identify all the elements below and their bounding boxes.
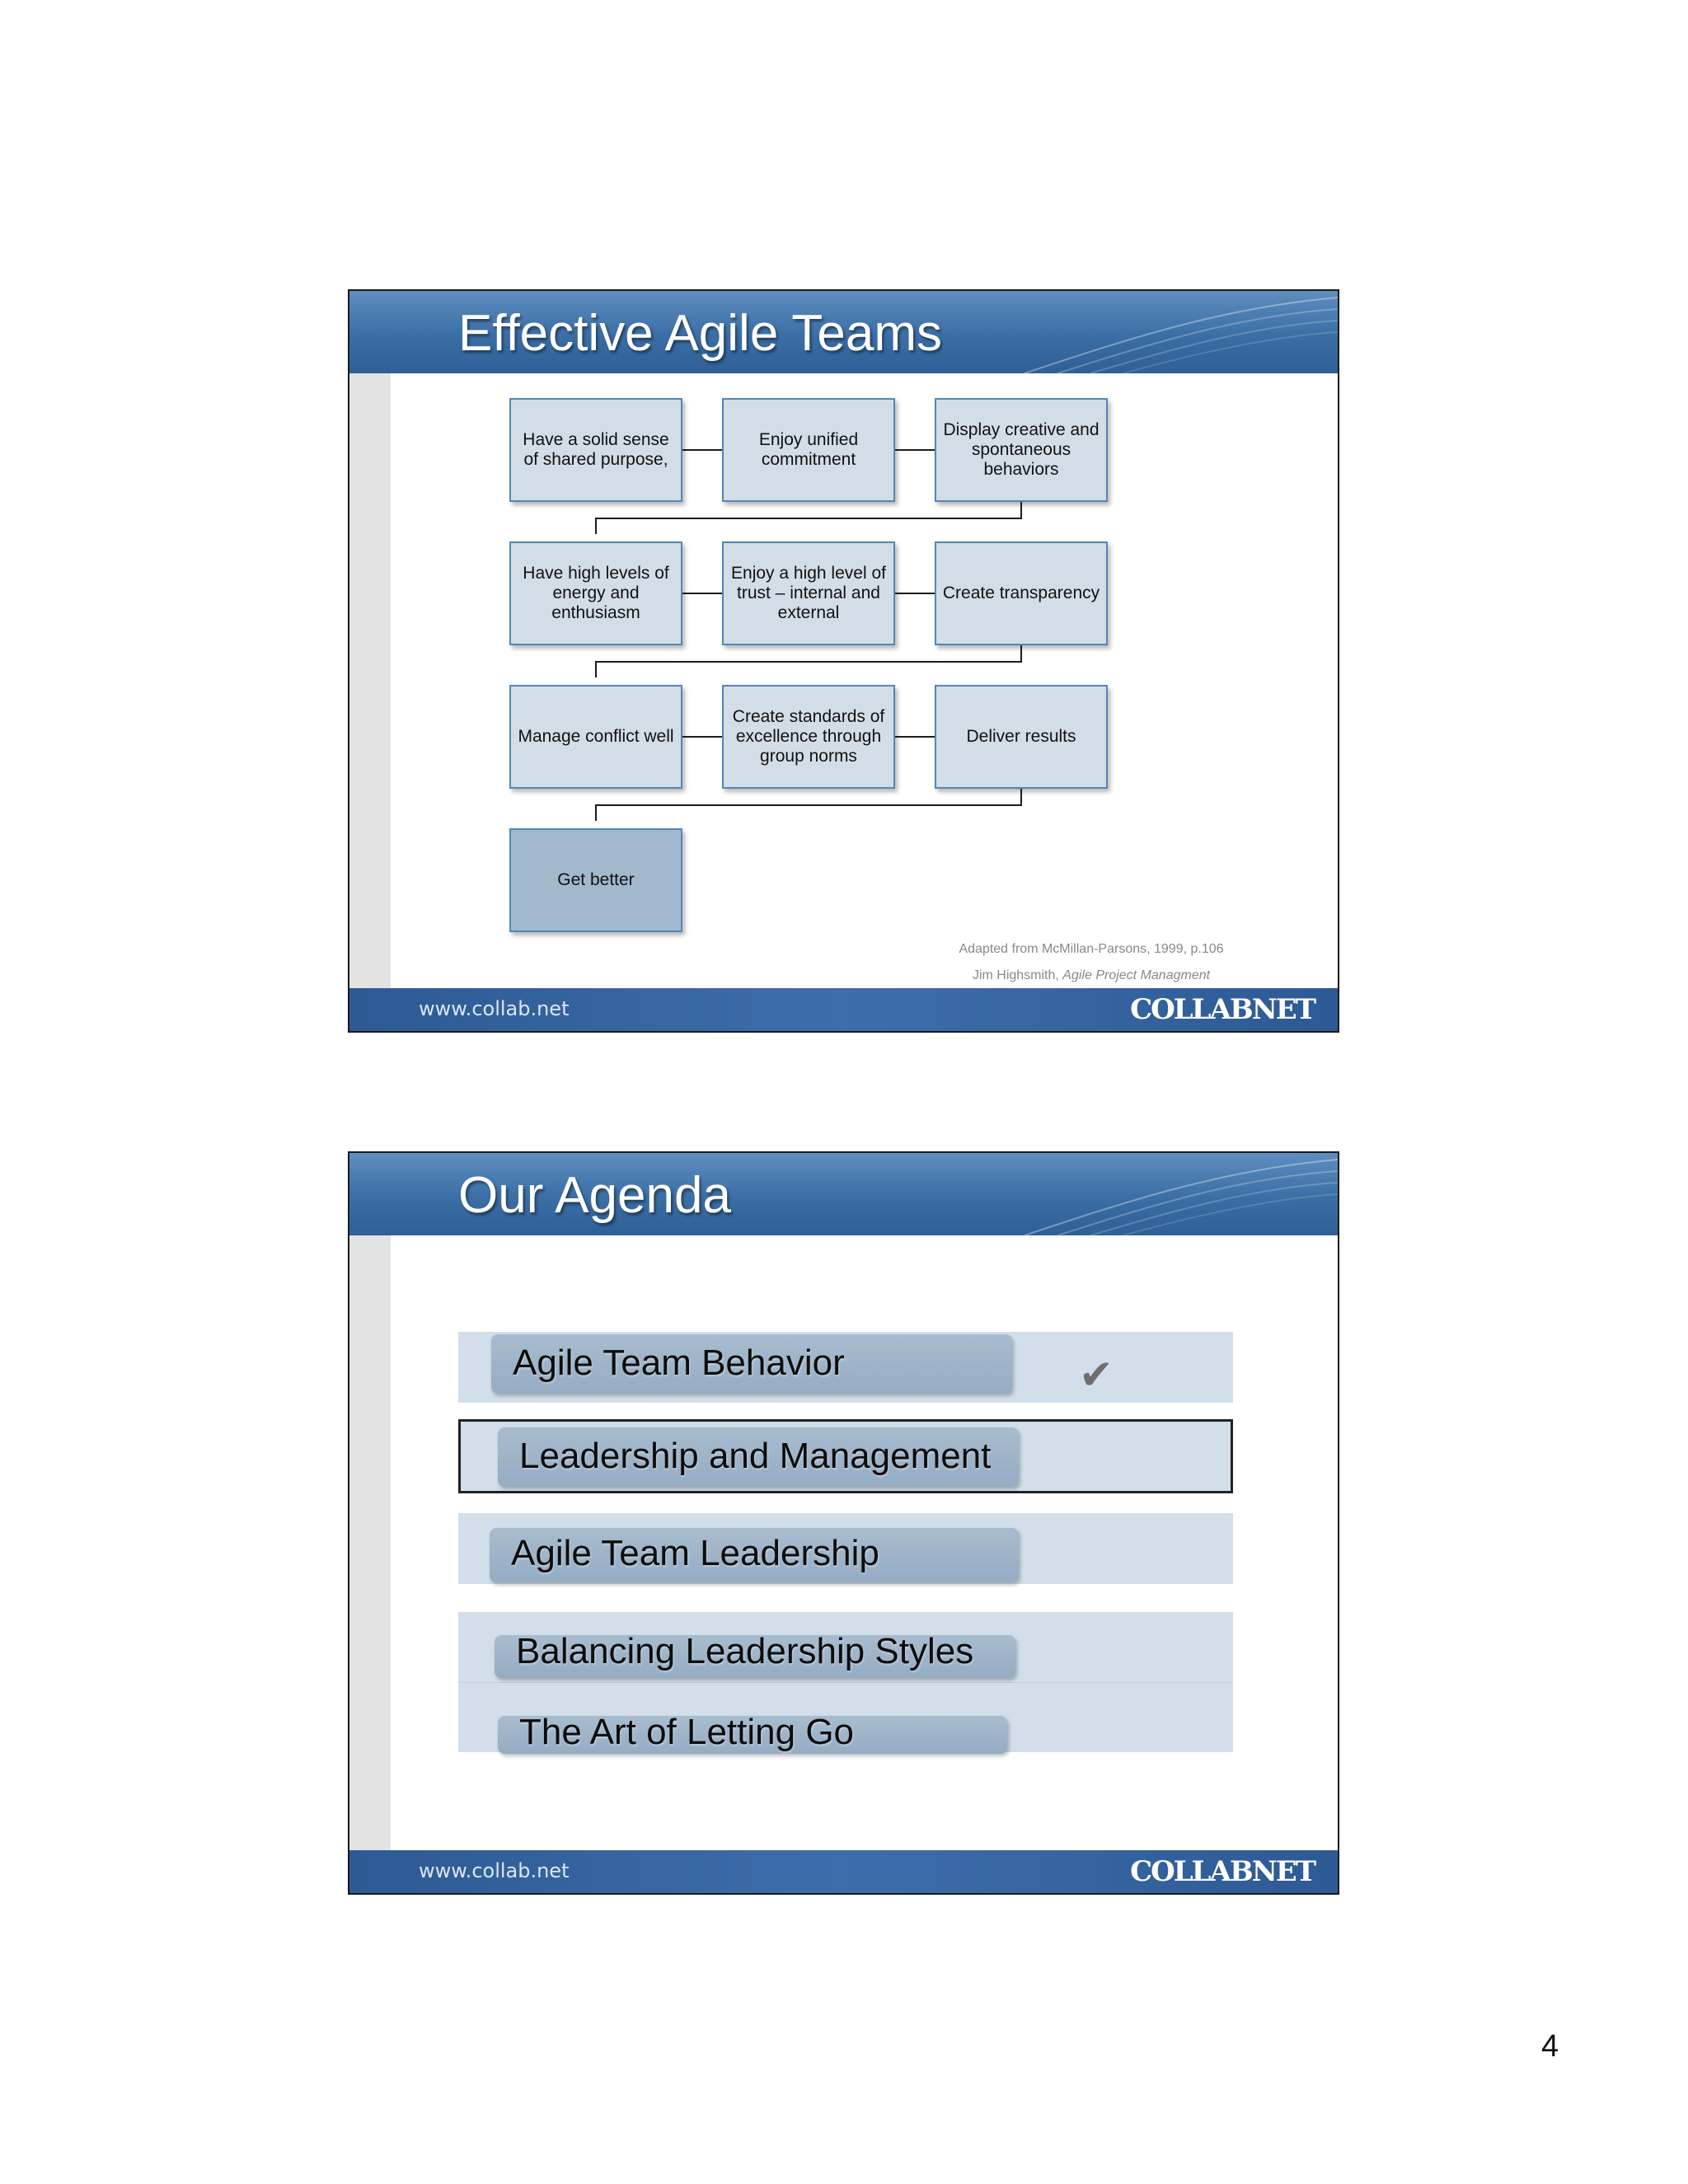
left-accent-bar (349, 373, 391, 988)
agenda-item-label: Balancing Leadership Styles (516, 1631, 974, 1671)
flow-box-label: Have a solid sense of shared purpose, (523, 430, 669, 469)
connector-line (1020, 645, 1022, 662)
page-number: 4 (1541, 2029, 1559, 2064)
header-swoosh-decoration (992, 291, 1338, 373)
flow-box (722, 541, 895, 645)
header-swoosh-decoration (992, 1153, 1338, 1235)
check-mark-icon: ✔ (1079, 1352, 1114, 1398)
flow-box (722, 685, 895, 789)
agenda-item-label: The Art of Letting Go (519, 1712, 855, 1752)
flow-box (509, 685, 682, 789)
flow-box (509, 541, 682, 645)
footer-url: www.collab.net (419, 997, 570, 1020)
slide-title: Our Agenda (458, 1167, 731, 1224)
connector-line (595, 804, 597, 821)
flow-box (935, 541, 1108, 645)
connector-line (895, 593, 935, 594)
flow-box-label: Display creative and spontaneous behaviors (943, 420, 1100, 479)
flow-box-label: Have high levels of energy and enthusiasm (523, 564, 669, 622)
collabnet-logo: COLLABNET (1130, 1855, 1315, 1888)
flow-box (509, 398, 682, 502)
footer-url: www.collab.net (419, 1859, 570, 1882)
flow-box-label: Create standards of excellence through group norms (732, 707, 885, 766)
slide-footer (349, 1850, 1338, 1893)
slide-effective-agile-teams (348, 289, 1339, 1033)
agenda-item-label: Agile Team Leadership (511, 1533, 879, 1573)
connector-line (895, 736, 935, 738)
agenda-item-label: Leadership and Management (519, 1436, 992, 1476)
agenda-item-label: Agile Team Behavior (513, 1343, 845, 1383)
flow-box-final (509, 828, 682, 932)
flow-box (935, 685, 1108, 789)
connector-line (682, 449, 722, 451)
left-accent-bar (349, 1235, 391, 1850)
flow-box-label: Enjoy unified commitment (758, 430, 859, 469)
connector-line (1020, 789, 1022, 805)
connector-line (895, 449, 935, 451)
connector-line (595, 518, 597, 534)
slide-title: Effective Agile Teams (458, 305, 943, 362)
connector-line (1020, 502, 1022, 518)
citation-author-line (926, 968, 1256, 983)
citation-source: Adapted from McMillan-Parsons, 1999, p.106 (959, 942, 1224, 956)
connector-line (595, 661, 597, 677)
connector-line (595, 804, 1022, 806)
collabnet-logo: COLLABNET (1130, 993, 1315, 1026)
citation-author: Jim Highsmith, (972, 968, 1063, 982)
band-divider (458, 1682, 1233, 1683)
connector-line (595, 518, 1022, 519)
flow-box (935, 398, 1108, 502)
connector-line (682, 593, 722, 594)
flow-box-label: Manage conflict well (518, 727, 674, 746)
flow-box (722, 398, 895, 502)
flow-box-label: Get better (557, 870, 635, 889)
flow-box-label: Enjoy a high level of trust – internal and external (731, 564, 886, 622)
citation-book-title: Agile Project Managment (1062, 968, 1211, 982)
slide-header (349, 1153, 1338, 1235)
connector-line (682, 736, 722, 738)
slide-header (349, 291, 1338, 373)
flow-box-label: Create transparency (942, 583, 1100, 602)
slide-our-agenda (348, 1151, 1339, 1895)
connector-line (595, 661, 1022, 663)
slide-footer (349, 988, 1338, 1031)
flow-box-label: Deliver results (966, 727, 1076, 746)
